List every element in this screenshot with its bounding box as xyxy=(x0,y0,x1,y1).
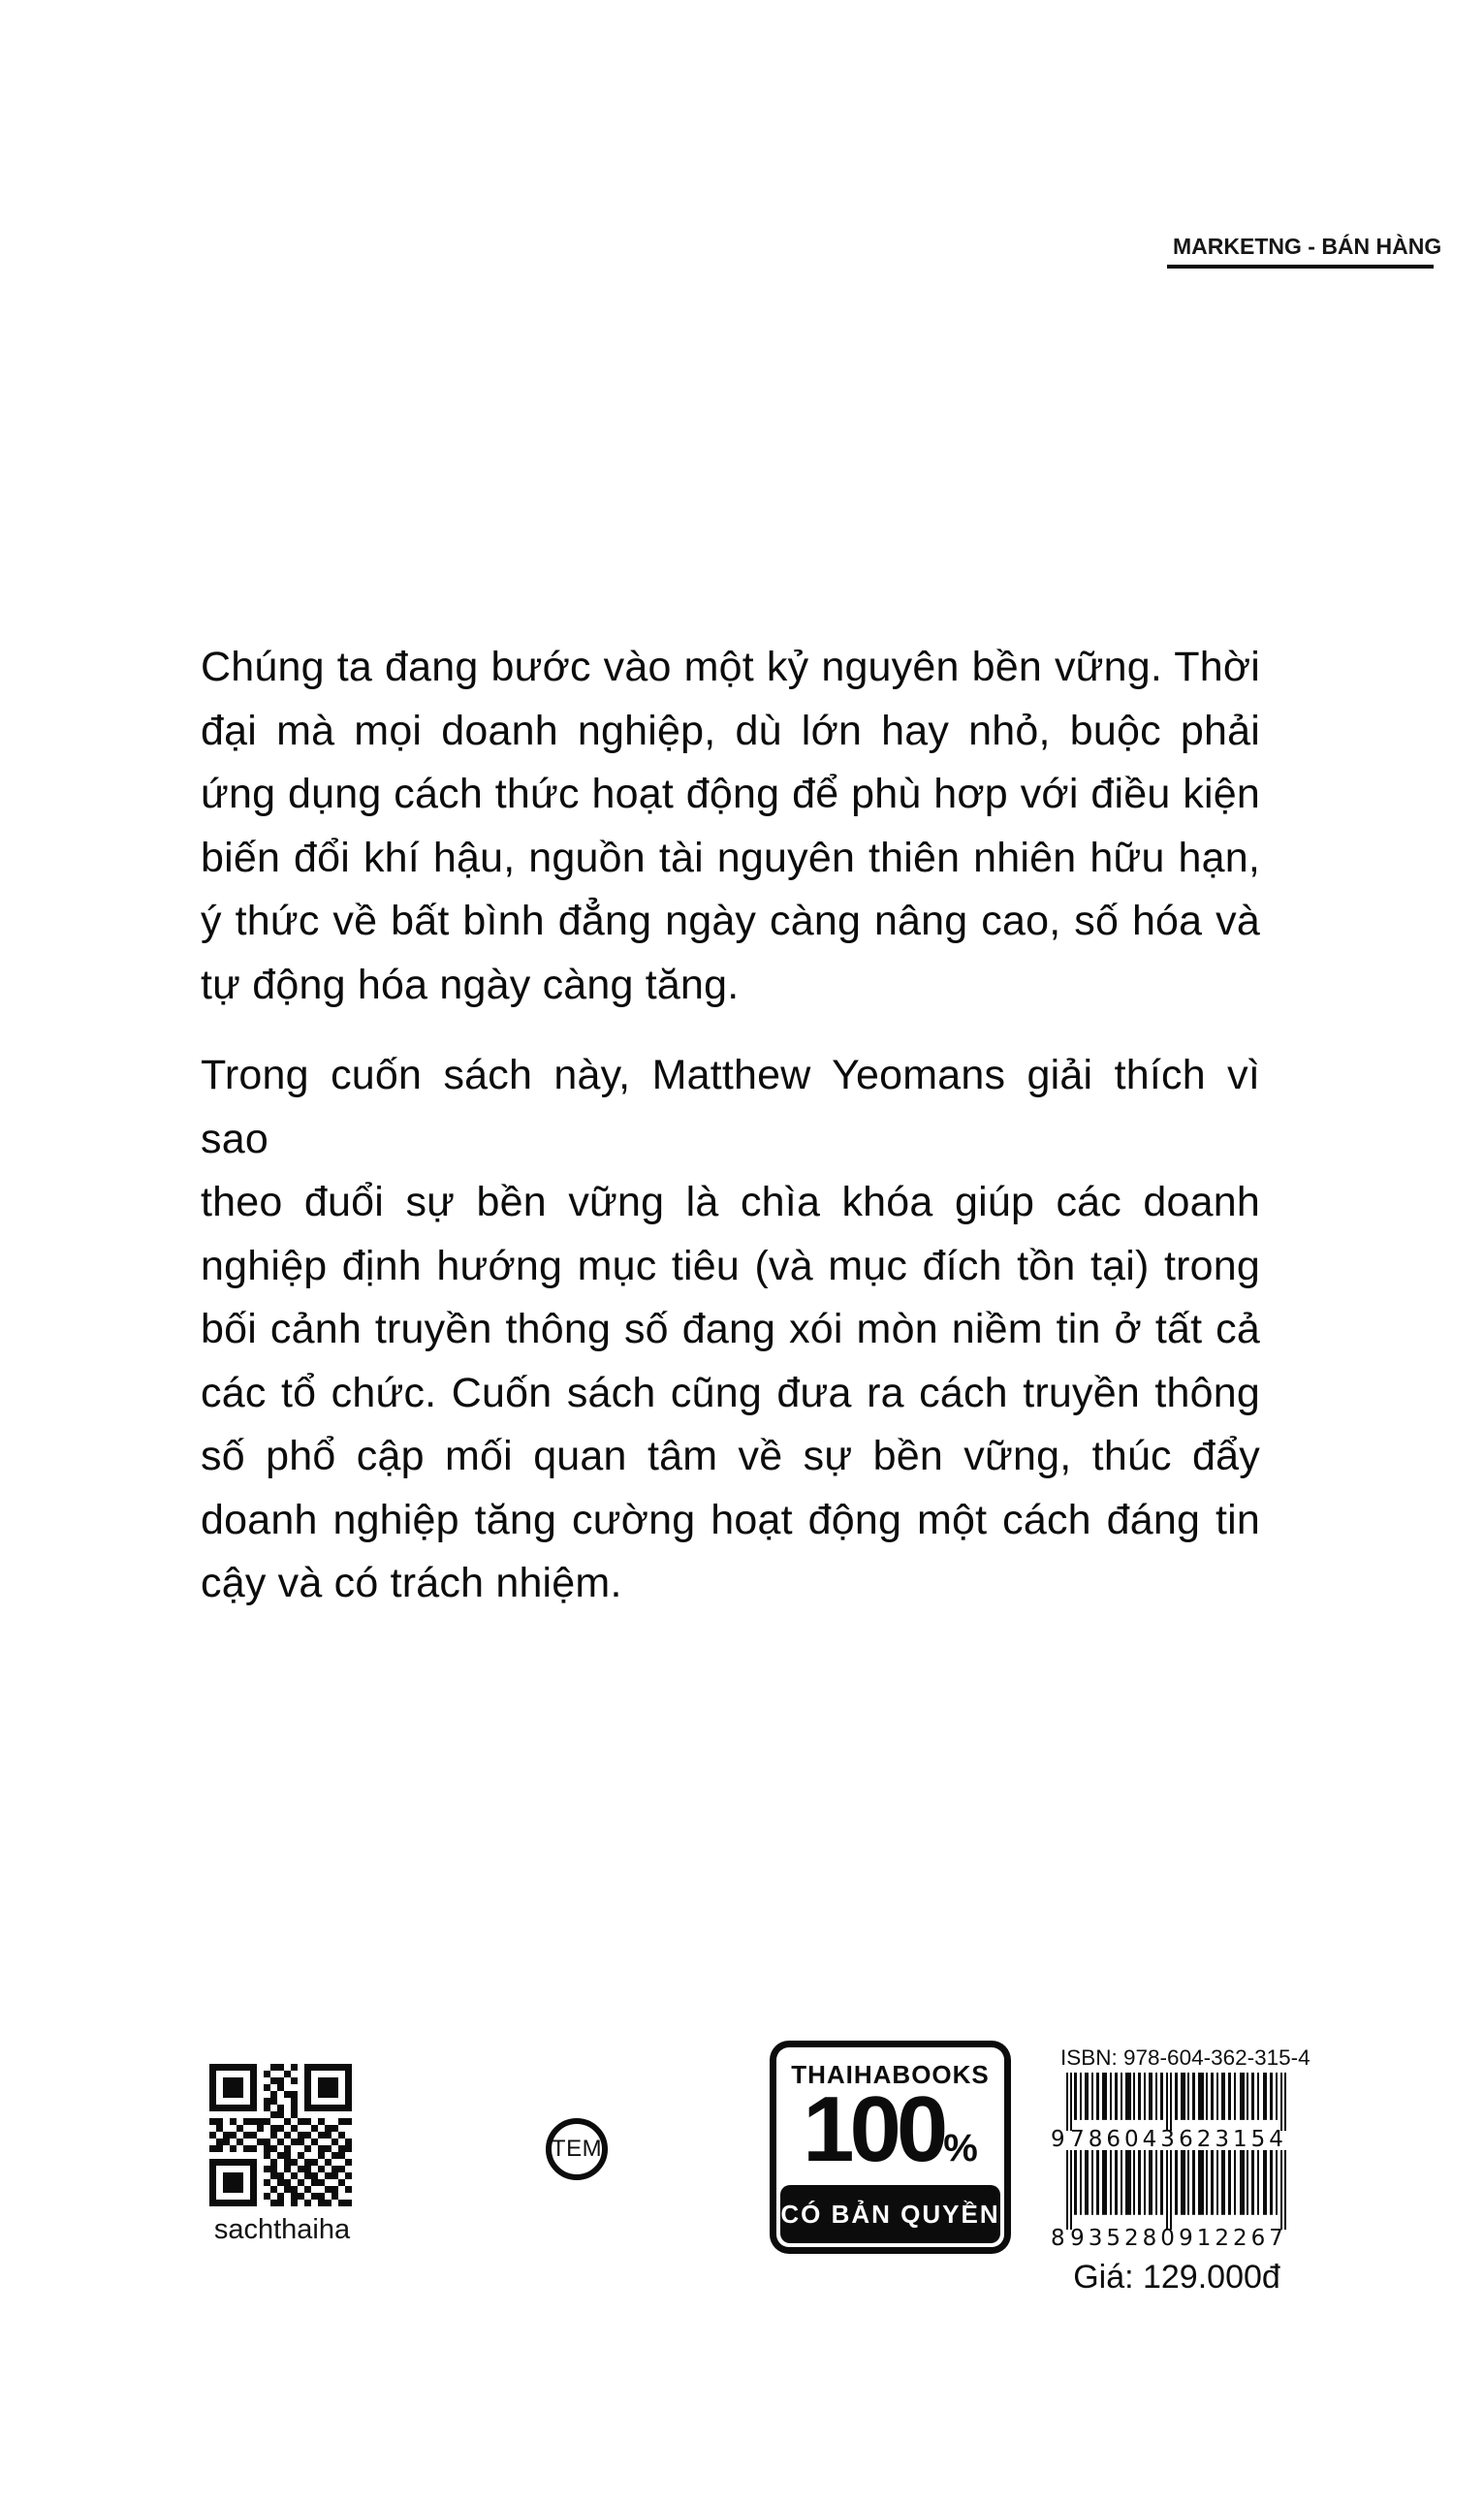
price-label: Giá: 129.000đ xyxy=(1073,2259,1280,2296)
tem-stamp-label: TEM xyxy=(551,2136,603,2162)
barcode-bars-icon xyxy=(1066,2073,1287,2131)
category-label: MARKETNG - BÁN HÀNG xyxy=(1173,234,1442,259)
paragraph-line: biến đổi khí hậu, nguồn tài nguyên thiên nhiên hữu hạn, xyxy=(201,834,1260,881)
barcode-bars-icon xyxy=(1066,2150,1287,2230)
paragraph-1 xyxy=(201,636,1260,1017)
isbn-barcode xyxy=(1051,2073,1287,2152)
paragraph-line: doanh nghiệp tăng cường hoạt động một cách đáng tin xyxy=(201,1496,1260,1543)
paragraph-line: các tổ chức. Cuốn sách cũng đưa ra cách truyền thông xyxy=(201,1369,1260,1416)
paragraph-line: Chúng ta đang bước vào một kỷ nguyên bền vững. Thời xyxy=(201,644,1260,690)
ean-barcode xyxy=(1051,2150,1287,2251)
copyright-badge xyxy=(770,2041,1011,2254)
publisher-logo xyxy=(1163,188,1442,262)
paragraph-line: tự động hóa ngày càng tăng. xyxy=(201,961,740,1008)
paragraph-line: cậy và có trách nhiệm. xyxy=(201,1560,622,1606)
paragraph-line: ý thức về bất bình đẳng ngày càng nâng cao, số hóa và xyxy=(201,898,1260,944)
barcode-digits: 9 786043 623154 xyxy=(1051,2127,1287,2152)
paragraph-line: đại mà mọi doanh nghiệp, dù lớn hay nhỏ, buộc phải xyxy=(201,707,1260,754)
paragraph-line: số phổ cập mối quan tâm về sự bền vững, thúc đẩy xyxy=(201,1433,1260,1479)
badge-tagline: CÓ BẢN QUYỀN xyxy=(780,2185,1000,2243)
paragraph-line: ứng dụng cách thức hoạt động để phù hơp với điều kiện xyxy=(201,771,1260,817)
qr-caption: sachthaiha xyxy=(213,2214,351,2245)
badge-brand: THAIHABOOKS xyxy=(791,2060,990,2089)
paragraph-line: nghiệp định hướng mục tiêu (và mục đích tồn tại) trong xyxy=(201,1242,1260,1289)
badge-percent: 100% xyxy=(803,2077,978,2181)
isbn-label: ISBN: 978-604-362-315-4 xyxy=(1060,2045,1310,2070)
logo-rule xyxy=(1167,265,1434,269)
tem-stamp xyxy=(546,2118,608,2180)
barcode-digits: 8 935280 912267 xyxy=(1051,2226,1287,2251)
qr-code-image xyxy=(209,2064,355,2206)
paragraph-line: bối cảnh truyền thông số đang xói mòn niềm tin ở tất cả xyxy=(201,1306,1260,1352)
paragraph-2 xyxy=(201,1044,1260,1616)
paragraph-line: theo đuổi sự bền vững là chìa khóa giúp các doanh xyxy=(201,1179,1260,1225)
paragraph-line: Trong cuốn sách này, Matthew Yeomans giải thích vì sao xyxy=(201,1052,1260,1162)
